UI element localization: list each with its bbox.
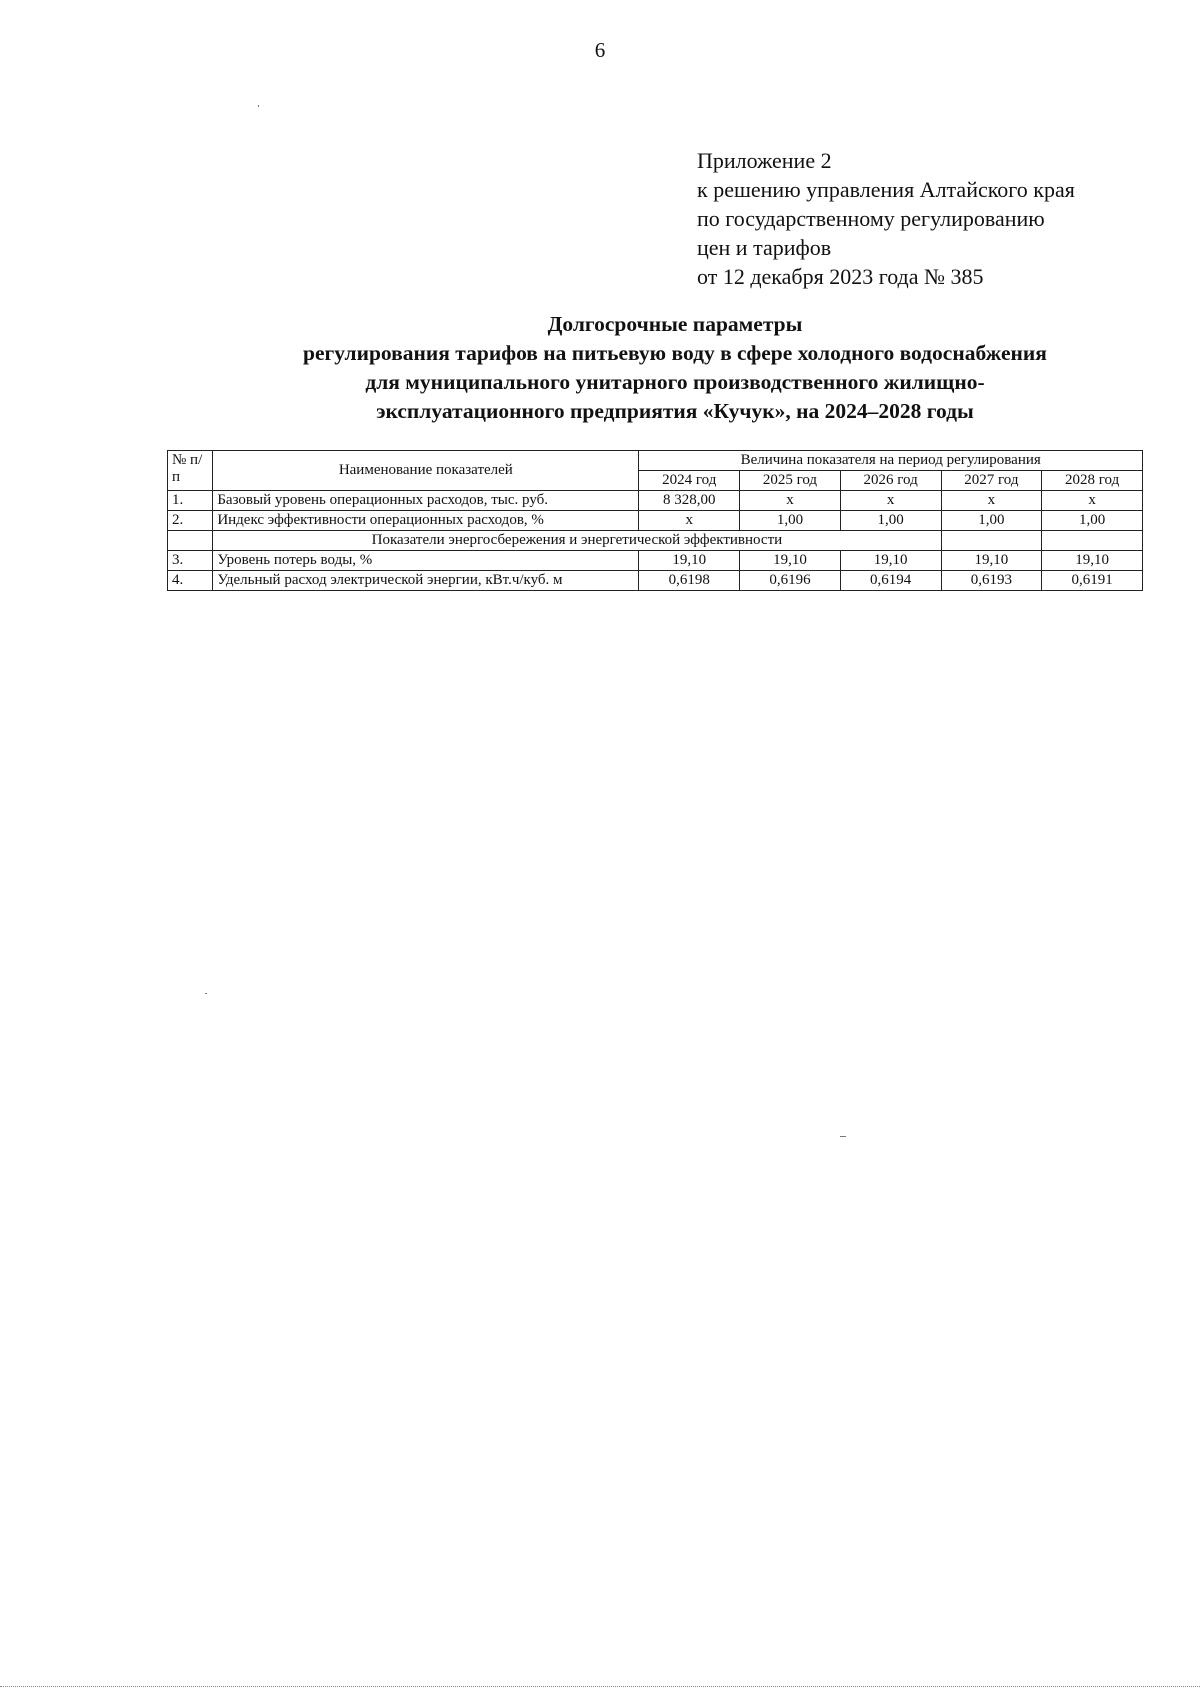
appendix-line: по государственному регулированию [697, 206, 1045, 231]
table-row [168, 491, 1143, 511]
section-empty-cell [941, 531, 1042, 551]
year-header: 2024 год [639, 471, 740, 491]
appendix-block [697, 146, 1075, 291]
section-empty-cell [168, 531, 213, 551]
table-row [168, 511, 1143, 531]
row-value: 1,00 [1042, 511, 1143, 531]
title-line: для муниципального унитарного производственного жилищно- [365, 370, 985, 394]
document-title [0, 310, 1200, 426]
row-value: 1,00 [941, 511, 1042, 531]
title-line: регулирования тарифов на питьевую воду в сфере холодного водоснабжения [303, 341, 1047, 365]
row-number: 3. [168, 551, 213, 571]
scan-edge-line [0, 1686, 1200, 1687]
parameters-table [167, 450, 1143, 591]
scan-speck [840, 1136, 846, 1137]
row-value: 19,10 [740, 551, 841, 571]
row-value: х [941, 491, 1042, 511]
row-number: 4. [168, 571, 213, 591]
table-row [168, 551, 1143, 571]
column-header-number: № п/ п [168, 451, 213, 491]
appendix-line: Приложение 2 [697, 148, 832, 173]
row-value: х [1042, 491, 1143, 511]
appendix-line: от 12 декабря 2023 года № 385 [697, 264, 984, 289]
row-value: 19,10 [840, 551, 941, 571]
scan-speck [258, 105, 259, 107]
page-number: 6 [594, 38, 606, 62]
appendix-line: к решению управления Алтайского края [697, 177, 1075, 202]
year-header: 2025 год [740, 471, 841, 491]
title-line: Долгосрочные параметры [547, 312, 803, 336]
row-value: 0,6194 [840, 571, 941, 591]
row-value: 0,6193 [941, 571, 1042, 591]
table-header-row [168, 451, 1143, 471]
row-value: 1,00 [740, 511, 841, 531]
year-header: 2026 год [840, 471, 941, 491]
row-name: Уровень потерь воды, % [213, 551, 639, 571]
row-value: 0,6196 [740, 571, 841, 591]
section-title: Показатели энергосбережения и энергетической эффективности [213, 531, 941, 551]
row-value: 19,10 [941, 551, 1042, 571]
row-value: х [740, 491, 841, 511]
column-header-name: Наименование показателей [213, 451, 639, 491]
row-value: 0,6198 [639, 571, 740, 591]
year-header: 2027 год [941, 471, 1042, 491]
row-value: 8 328,00 [639, 491, 740, 511]
row-name: Индекс эффективности операционных расходов, % [213, 511, 639, 531]
row-value: х [639, 511, 740, 531]
table-row [168, 571, 1143, 591]
row-number: 2. [168, 511, 213, 531]
row-value: 19,10 [639, 551, 740, 571]
row-number: 1. [168, 491, 213, 511]
title-line: эксплуатационного предприятия «Кучук», на 2024–2028 годы [376, 399, 974, 423]
row-value: 1,00 [840, 511, 941, 531]
column-header-group: Величина показателя на период регулирования [639, 451, 1143, 471]
row-value: 19,10 [1042, 551, 1143, 571]
section-row [168, 531, 1143, 551]
row-name: Удельный расход электрической энергии, кВт.ч/куб. м [213, 571, 639, 591]
section-empty-cell [1042, 531, 1143, 551]
appendix-line: цен и тарифов [697, 235, 832, 260]
row-value: 0,6191 [1042, 571, 1143, 591]
year-header: 2028 год [1042, 471, 1143, 491]
row-value: х [840, 491, 941, 511]
scan-speck [205, 993, 207, 994]
row-name: Базовый уровень операционных расходов, тыс. руб. [213, 491, 639, 511]
